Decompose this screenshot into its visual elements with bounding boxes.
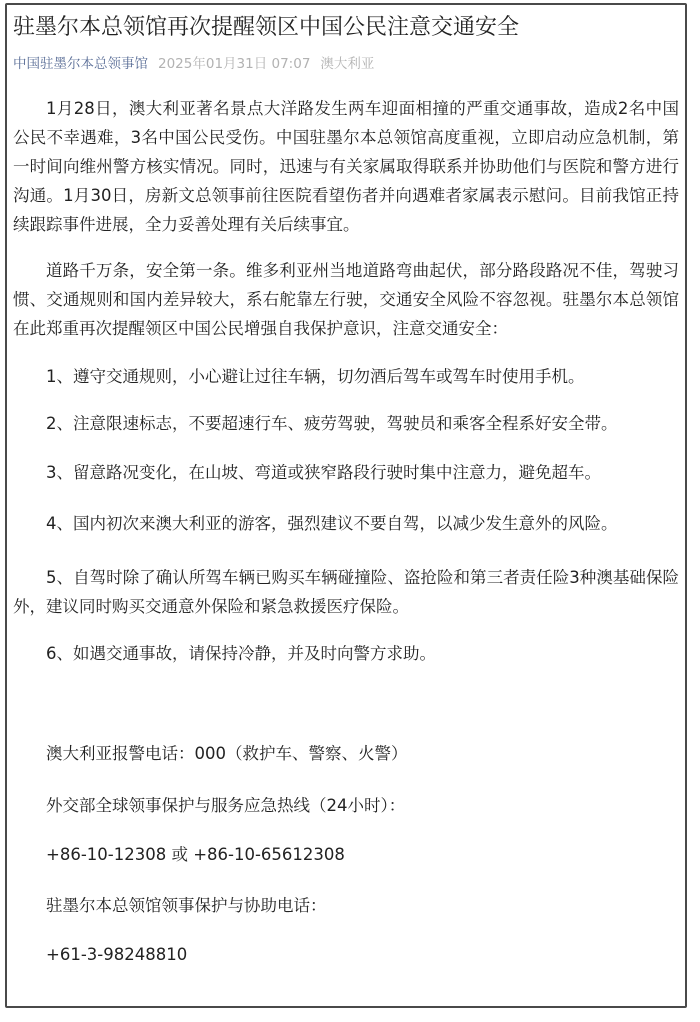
contact-hotline-numbers: +86-10-12308 或 +86-10-65612308	[46, 845, 345, 864]
tip-item: 5、自驾时除了确认所驾车辆已购买车辆碰撞险、盗抢险和第三者责任险3种澳基础保险外，建议同时购买交通意外保险和紧急救援医疗保险。	[13, 568, 679, 616]
article-title: 驻墨尔本总领馆再次提醒领区中国公民注意交通安全	[13, 15, 520, 40]
source-link[interactable]: 中国驻墨尔本总领事馆	[13, 56, 148, 72]
publish-datetime: 2025年01月31日 07:07	[158, 56, 311, 72]
tip-item: 3、留意路况变化，在山坡、弯道或狭窄路段行驶时集中注意力，避免超车。	[46, 463, 601, 482]
tip-item: 4、国内初次来澳大利亚的游客，强烈建议不要自驾，以减少发生意外的风险。	[46, 514, 618, 533]
contact-consulate-label: 驻墨尔本总领馆领事保护与协助电话：	[46, 896, 327, 915]
tip-item: 1、遵守交通规则，小心避让过往车辆，切勿酒后驾车或驾车时使用手机。	[46, 367, 585, 386]
contact-consulate-number: +61-3-98248810	[46, 945, 188, 964]
article-meta	[13, 52, 374, 72]
region-tag: 澳大利亚	[320, 56, 375, 72]
contact-police: 澳大利亚报警电话：000（救护车、警察、火警）	[46, 744, 408, 763]
paragraph-safety-reminder: 道路千万条，安全第一条。维多利亚州当地道路弯曲起伏，部分路段路况不佳，驾驶习惯、交通规则和国内差异较大，系右舵靠左行驶，交通安全风险不容忽视。驻墨尔本总领馆在此郑重再次提醒领区中国公民增强自我保护意识，注意交通安全：	[13, 261, 679, 338]
paragraph-incident: 1月28日，澳大利亚著名景点大洋路发生两车迎面相撞的严重交通事故，造成2名中国公民不幸遇难，3名中国公民受伤。中国驻墨尔本总领馆高度重视，立即启动应急机制，第一时间向维州警方核实情况。同时，迅速与有关家属取得联系并协助他们与医院和警方进行沟通。1月30日，房新文总领事前往医院看望伤者并向遇难者家属表示慰问。目前我馆正持续跟踪事件进展，全力妥善处理有关后续事宜。	[13, 99, 679, 234]
contact-hotline-label: 外交部全球领事保护与服务应急热线（24小时）：	[46, 796, 406, 815]
tip-item: 2、注意限速标志，不要超速行车、疲劳驾驶，驾驶员和乘客全程系好安全带。	[46, 414, 618, 433]
tip-item: 6、如遇交通事故，请保持冷静，并及时向警方求助。	[46, 644, 436, 663]
